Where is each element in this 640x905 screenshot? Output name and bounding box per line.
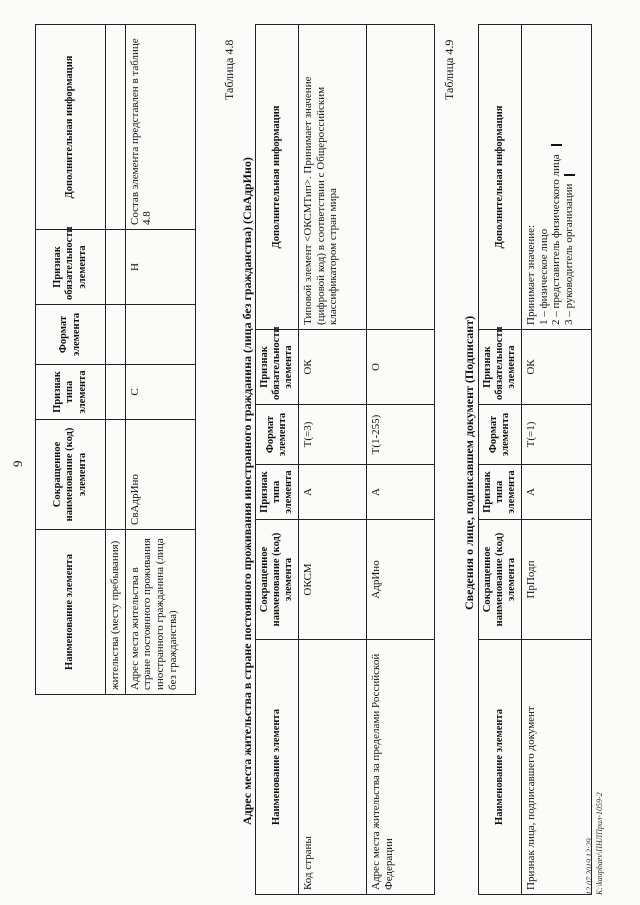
- cell-format: T(=3): [299, 405, 367, 465]
- cell-required: ОК: [522, 330, 592, 405]
- footer-date: 12.07.2019 12:29: [585, 838, 594, 895]
- header-type: Признак типа элемента: [479, 465, 522, 520]
- cell-name: Адрес места жительства за пределами Российской Федерации: [367, 640, 435, 895]
- header-info: Дополнительная информация: [36, 25, 106, 230]
- cell-name: Адрес места жительства в стране постоянного проживания иностранного гражданина (лица без гражданства): [125, 530, 195, 695]
- footer-stamp: [585, 792, 604, 895]
- header-name: Наименование элемента: [256, 640, 299, 895]
- header-code: Сокращенное наименование (код) элемента: [36, 420, 106, 530]
- cell-code: СвАдрИно: [125, 420, 195, 530]
- cell-name: жительства (месту пребывания): [106, 530, 126, 695]
- header-type: Признак типа элемента: [36, 365, 106, 420]
- cell-required: ОК: [299, 330, 367, 405]
- cell-format: T(1-255): [367, 405, 435, 465]
- table-continuation: [35, 24, 196, 695]
- cell-type: А: [367, 465, 435, 520]
- cell-code: АдрИно: [367, 520, 435, 640]
- table-4-9: [478, 24, 592, 895]
- header-code: Сокращенное наименование (код) элемента: [479, 520, 522, 640]
- cell-name: Код страны: [299, 640, 367, 895]
- header-code: Сокращенное наименование (код) элемента: [256, 520, 299, 640]
- header-name: Наименование элемента: [479, 640, 522, 895]
- footer-path: K:\kaupbaev\ПНЛПрил-1059-2: [594, 792, 604, 895]
- cell-type: С: [125, 365, 195, 420]
- header-required: Признак обязательности элемента: [36, 230, 106, 305]
- cell-required: Н: [125, 230, 195, 305]
- cell-code: ПрПодп: [522, 520, 592, 640]
- cell-format: [125, 305, 195, 365]
- table-4-8-title: Адрес места жительства в стране постоянного проживания иностранного гражданина (лица без гражданства) (СвАдрИно): [240, 157, 254, 825]
- header-format: Формат элемента: [36, 305, 106, 365]
- header-format: Формат элемента: [479, 405, 522, 465]
- header-name: Наименование элемента: [36, 530, 106, 695]
- info-line: 1 – физическое лицо: [537, 228, 550, 325]
- cell-name: Признак лица, подписавшего документ: [522, 640, 592, 895]
- cell-info: [522, 25, 592, 330]
- table-4-8: [255, 24, 435, 895]
- header-info: Дополнительная информация: [479, 25, 522, 330]
- cell-type: А: [299, 465, 367, 520]
- margin-bar: [564, 174, 575, 176]
- table-4-9-label: Таблица 4.9: [442, 39, 456, 100]
- cell-code: ОКСМ: [299, 520, 367, 640]
- info-line: 2 – представитель физического лица: [550, 29, 563, 325]
- cell-info: Типовой элемент <ОКСМТип>. Принимает значение (цифровой код) в соответствии с Общероссийским классификатором стран мира: [299, 25, 367, 330]
- table-4-9-title: Сведения о лице, подписавшем документ (Подписант): [462, 315, 476, 610]
- header-format: Формат элемента: [256, 405, 299, 465]
- page-number: 9: [10, 460, 25, 467]
- info-line: 3 – руководитель организации: [563, 29, 576, 325]
- info-line: Принимает значение:: [525, 224, 538, 325]
- header-type: Признак типа элемента: [256, 465, 299, 520]
- cell-required: О: [367, 330, 435, 405]
- cell-info: Состав элемента представлен в таблице 4.8: [125, 25, 195, 230]
- cell-info: [367, 25, 435, 330]
- margin-bar: [551, 144, 562, 146]
- table-4-8-label: Таблица 4.8: [222, 39, 236, 100]
- cell-format: T(=1): [522, 405, 592, 465]
- header-required: Признак обязательности элемента: [256, 330, 299, 405]
- cell-type: А: [522, 465, 592, 520]
- header-info: Дополнительная информация: [256, 25, 299, 330]
- header-required: Признак обязательности элемента: [479, 330, 522, 405]
